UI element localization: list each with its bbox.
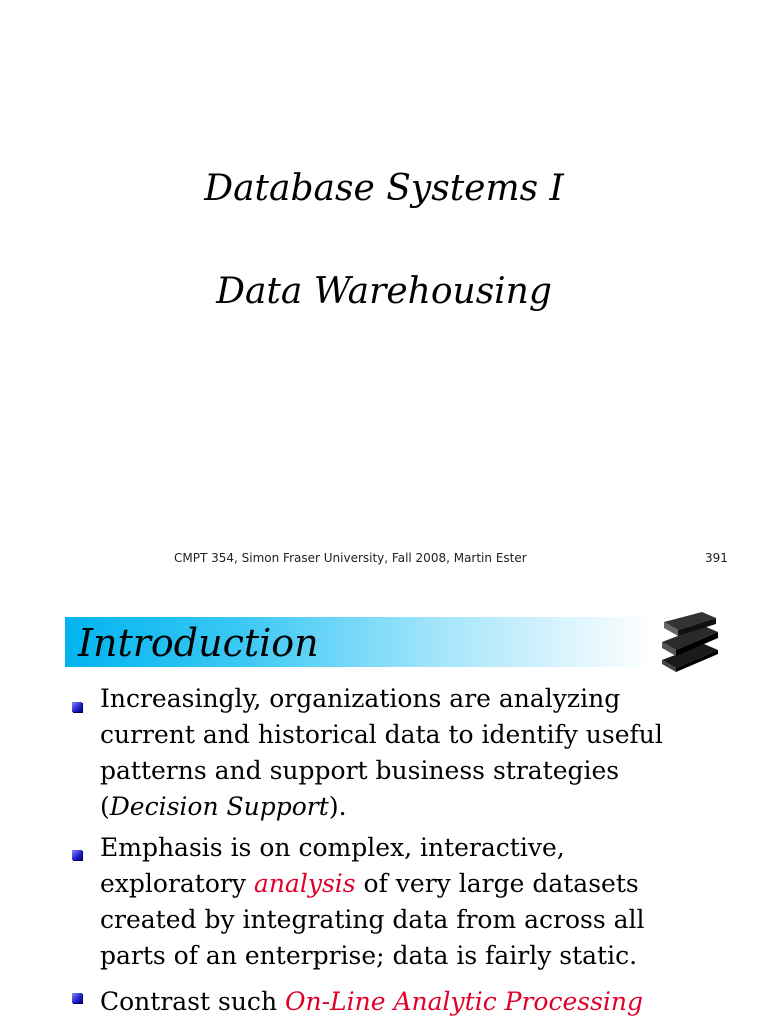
bullet-marker	[72, 993, 82, 1003]
bullet-text-1	[100, 681, 750, 825]
highlight-text: analysis	[253, 869, 356, 898]
text-line: created by integrating data from across all	[100, 905, 645, 934]
text-line: Increasingly, organizations are analyzing	[100, 684, 621, 713]
emphasis-text: Decision Support	[109, 792, 329, 821]
section-heading: Introduction	[78, 621, 319, 665]
slide-title: Database Systems I	[204, 168, 564, 209]
text-line: patterns and support business strategies	[100, 756, 620, 785]
text-line: parts of an enterprise; data is fairly static.	[100, 941, 638, 970]
text-line	[100, 789, 750, 825]
slide-subtitle: Data Warehousing	[216, 271, 552, 312]
text-fragment: Contrast such	[100, 987, 285, 1016]
stacked-layers-icon	[654, 610, 724, 674]
text-line	[100, 984, 750, 1020]
bullet-marker	[72, 702, 82, 712]
text-fragment: ).	[328, 792, 347, 821]
text-fragment: exploratory	[100, 869, 254, 898]
page-number: 391	[705, 551, 728, 565]
text-line: Emphasis is on complex, interactive,	[100, 833, 565, 862]
bullet-marker	[72, 850, 82, 860]
text-fragment: (	[100, 792, 110, 821]
introduction-slide	[0, 590, 768, 1024]
text-line	[100, 866, 750, 902]
text-line: current and historical data to identify useful	[100, 720, 663, 749]
bullet-text-2	[100, 830, 750, 974]
bullet-text-3	[100, 984, 750, 1020]
text-fragment: of very large datasets	[355, 869, 639, 898]
highlight-text: On-Line Analytic Processing	[285, 987, 644, 1016]
slide-footer: CMPT 354, Simon Fraser University, Fall 2008, Martin Ester	[174, 551, 527, 565]
